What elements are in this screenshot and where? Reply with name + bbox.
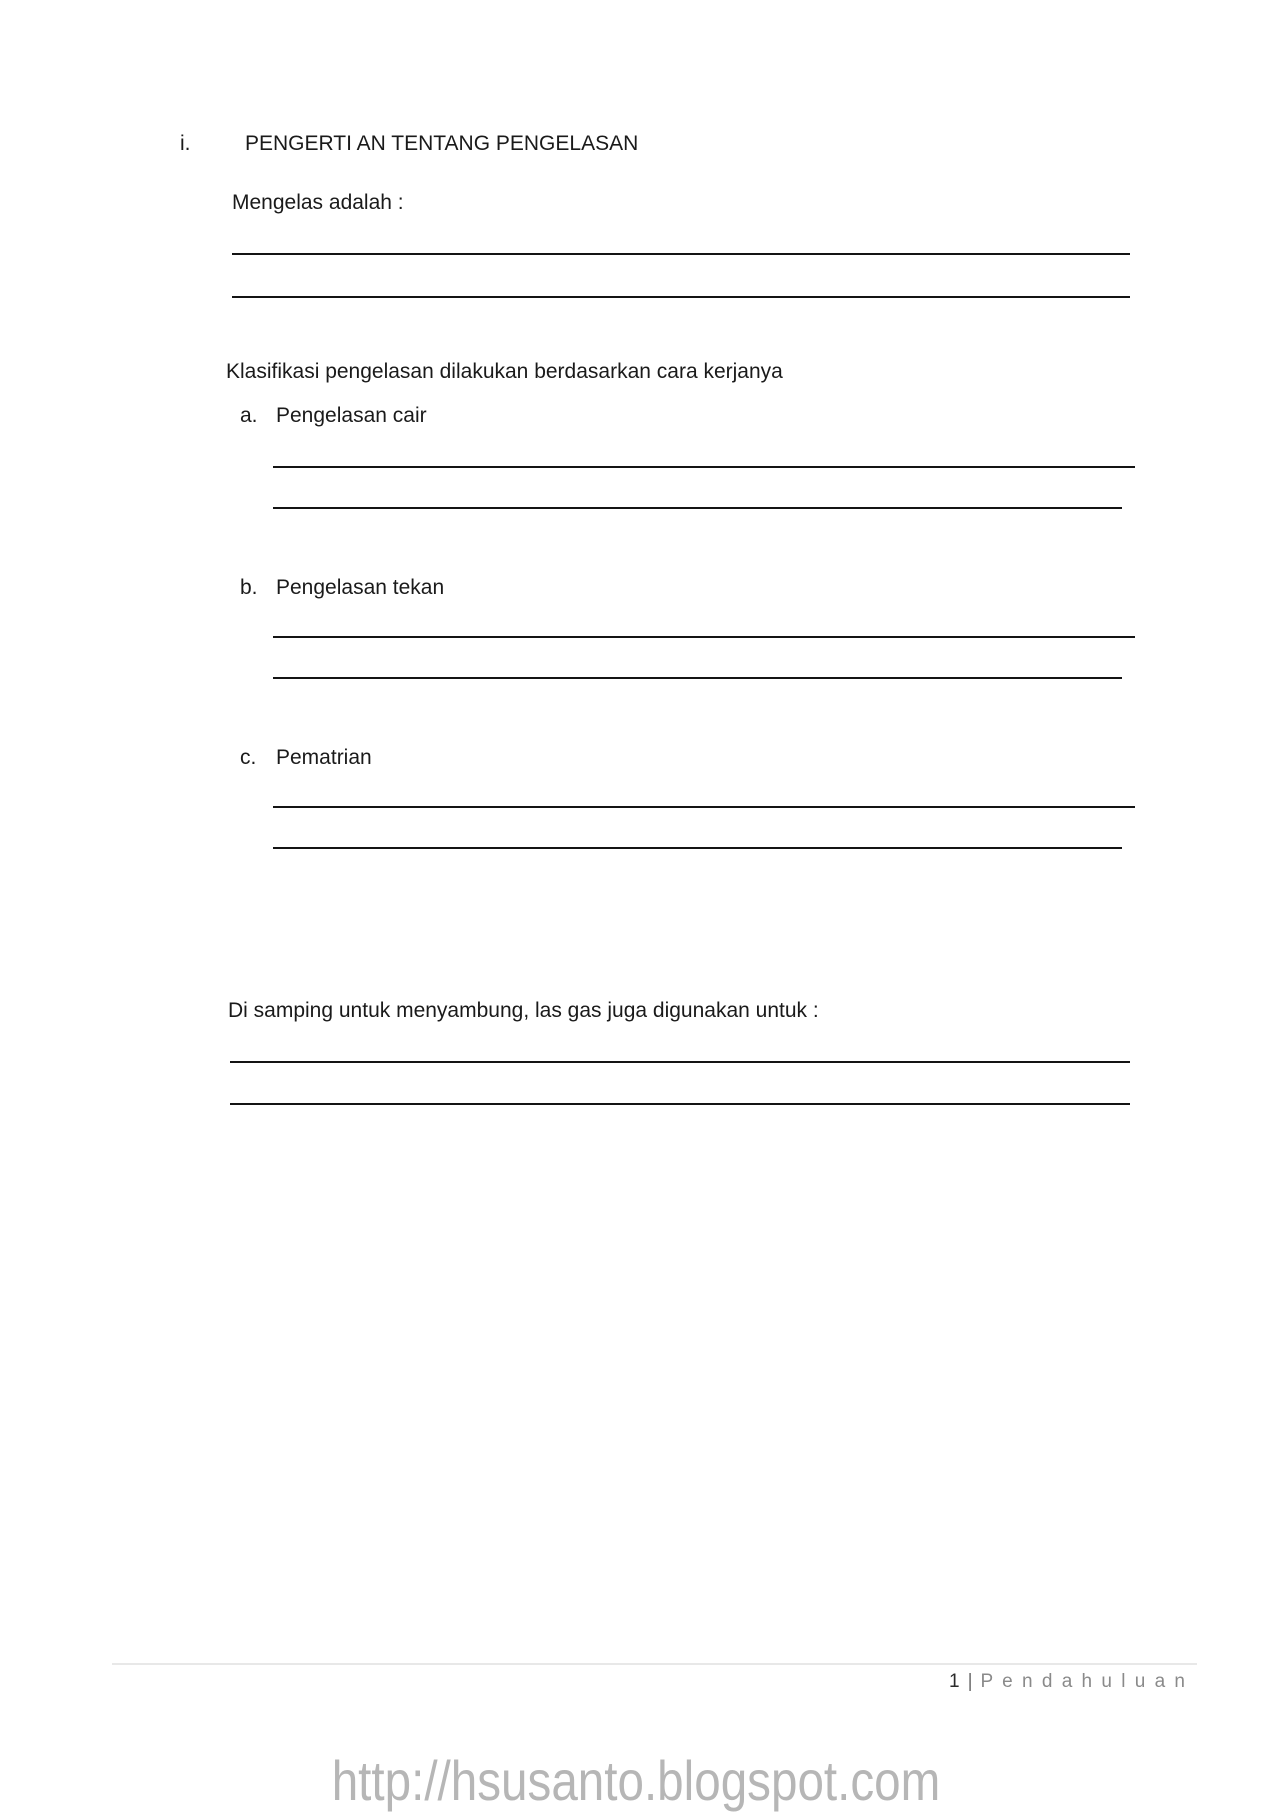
list-item-label-b: Pengelasan tekan [276,576,445,599]
answer-blank-line [273,806,1135,808]
answer-blank-line [232,253,1130,255]
answer-blank-line [230,1103,1130,1105]
answer-blank-line [273,677,1122,679]
klasifikasi-text: Klasifikasi pengelasan dilakukan berdasarkan cara kerjanya [226,360,783,383]
watermark-container [0,1749,1272,1812]
list-item-letter-c: c. [240,746,257,769]
list-item-label-c: Pematrian [276,746,372,769]
answer-blank-line [230,1061,1130,1063]
answer-blank-line [273,847,1122,849]
footer-separator: | [967,1671,973,1692]
list-item-label-a: Pengelasan cair [276,404,427,427]
answer-blank-line [273,466,1135,468]
answer-blank-line [273,507,1122,509]
intro-label: Mengelas adalah : [232,191,404,214]
footer-page-number: 1 [949,1671,960,1692]
footer-rule [112,1663,1197,1665]
section-title: PENGERTI AN TENTANG PENGELASAN [245,132,639,155]
section-index: i. [180,132,191,155]
list-item-letter-b: b. [240,576,258,599]
watermark-url-text: http://hsusanto.blogspot.com [331,1749,941,1812]
footer-section-label: P e n d a h u l u a n [980,1671,1187,1692]
gas-usage-text: Di samping untuk menyambung, las gas juga digunakan untuk : [228,999,819,1022]
list-item-letter-a: a. [240,404,258,427]
page-footer [949,1670,1187,1693]
answer-blank-line [273,636,1135,638]
answer-blank-line [232,296,1130,298]
